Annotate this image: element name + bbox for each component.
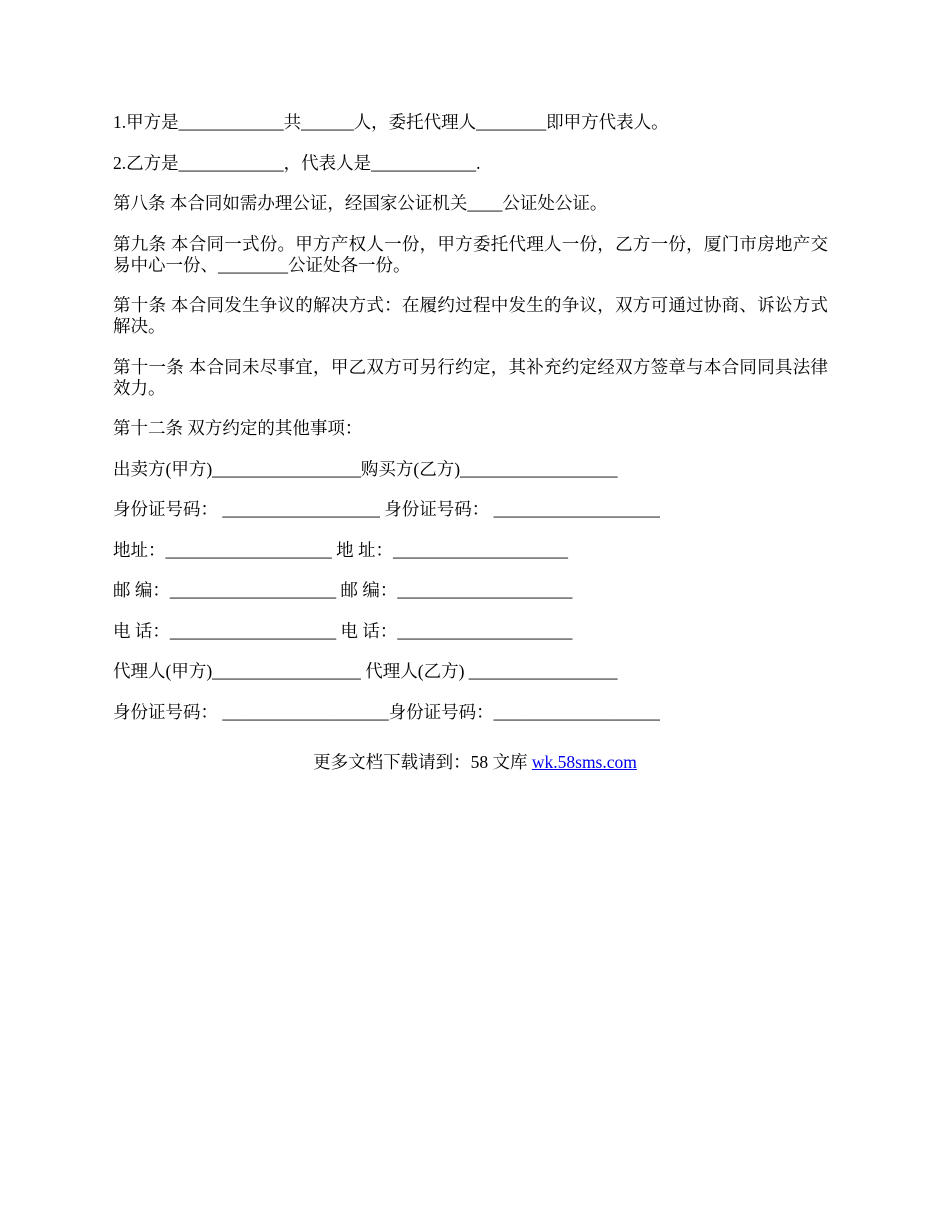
article-11: 第十一条 本合同未尽事宜，甲乙双方可另行约定，其补充约定经双方签章与本合同同具法律效力。 <box>113 356 828 398</box>
clause-party-a: 1.甲方是____________共______人，委托代理人________即甲方代表人。 <box>113 112 669 132</box>
signature-id-number: 身份证号码： __________________ 身份证号码： ___________________ <box>113 499 660 519</box>
footer-prefix: 更多文档下载请到：58 文库 <box>313 752 532 772</box>
signature-address: 地址：___________________ 地 址：____________________ <box>113 539 568 560</box>
footer-download-note <box>0 752 950 773</box>
signature-agent-id-number: 身份证号码： ___________________身份证号码：___________________ <box>113 701 660 722</box>
signature-seller-buyer: 出卖方(甲方)_________________购买方(乙方)__________________ <box>113 458 618 479</box>
footer-link[interactable]: wk.58sms.com <box>531 752 637 772</box>
article-10: 第十条 本合同发生争议的解决方式：在履约过程中发生的争议，双方可通过协商、诉讼方式解决。 <box>113 295 828 336</box>
signature-agents: 代理人(甲方)_________________ 代理人(乙方) _________________ <box>113 661 618 681</box>
contract-body <box>113 112 828 742</box>
article-9: 第九条 本合同一式份。甲方产权人一份，甲方委托代理人一份，乙方一份，厦门市房地产交易中心一份、________公证处各一份。 <box>113 233 828 275</box>
clause-party-b: 2.乙方是____________，代表人是____________. <box>113 152 481 173</box>
article-12: 第十二条 双方约定的其他事项： <box>113 418 363 438</box>
signature-phone: 电 话：___________________ 电 话：____________________ <box>113 620 573 641</box>
signature-postcode: 邮 编：___________________ 邮 编：____________________ <box>113 580 573 600</box>
article-8: 第八条 本合同如需办理公证，经国家公证机关____公证处公证。 <box>113 193 608 213</box>
